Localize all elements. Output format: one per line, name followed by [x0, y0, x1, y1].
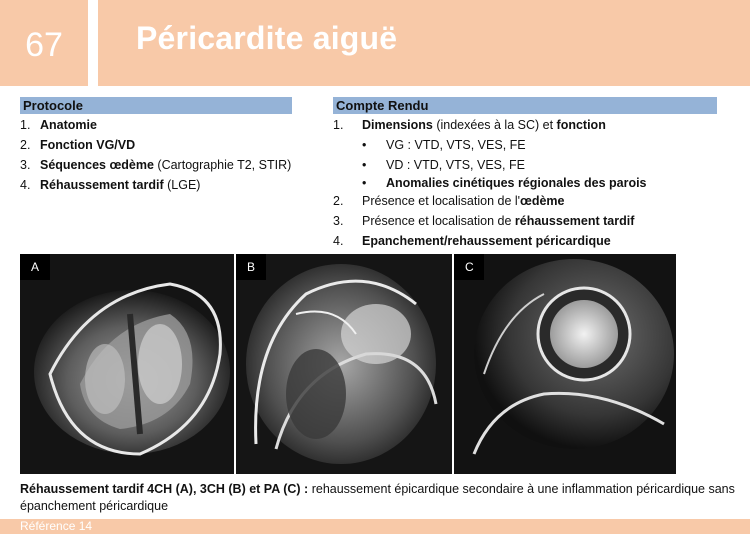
mri-pa-illustration: [454, 254, 676, 474]
protocole-list: 1. Anatomie 2. Fonction VG/VD 3. Séquences œdème (Cartographie T2, STIR) 4. Réhaussement tardif (LGE): [20, 118, 292, 192]
slide-title: Péricardite aiguë: [136, 20, 398, 56]
mri-image-c: [454, 254, 676, 474]
mri-4ch-illustration: [20, 254, 234, 474]
footer-bar: [0, 519, 750, 534]
slide-number-box: [0, 0, 88, 86]
figure-caption: Réhaussement tardif 4CH (A), 3CH (B) et PA (C) : rehaussement épicardique secondaire à une inflammation péricardique sans épanchement péricardique: [20, 482, 735, 513]
compte-rendu-heading: Compte Rendu: [333, 97, 717, 114]
slide-number: 67: [25, 26, 63, 64]
reference-label: Référence 14: [20, 519, 93, 533]
mri-image-b: [236, 254, 452, 474]
panel-label: A: [20, 254, 50, 280]
panel-label: C: [454, 254, 484, 280]
compte-rendu-list: 1. Dimensions (indexées à la SC) et fonction • VG : VTD, VTS, VES, FE • VD : VTD, VTS, VES, FE • Anomalies cinétiques régionales des parois 2. Présence et localisation de l'œdème 3. Présence et localisation de réhaussement tardif 4. Epanchement/rehaussement péricardique: [333, 118, 647, 248]
mri-3ch-illustration: [236, 254, 452, 474]
panel-label: B: [236, 254, 266, 280]
mri-image-a: [20, 254, 234, 474]
protocole-heading: Protocole: [20, 97, 292, 114]
title-bar: [98, 0, 750, 86]
